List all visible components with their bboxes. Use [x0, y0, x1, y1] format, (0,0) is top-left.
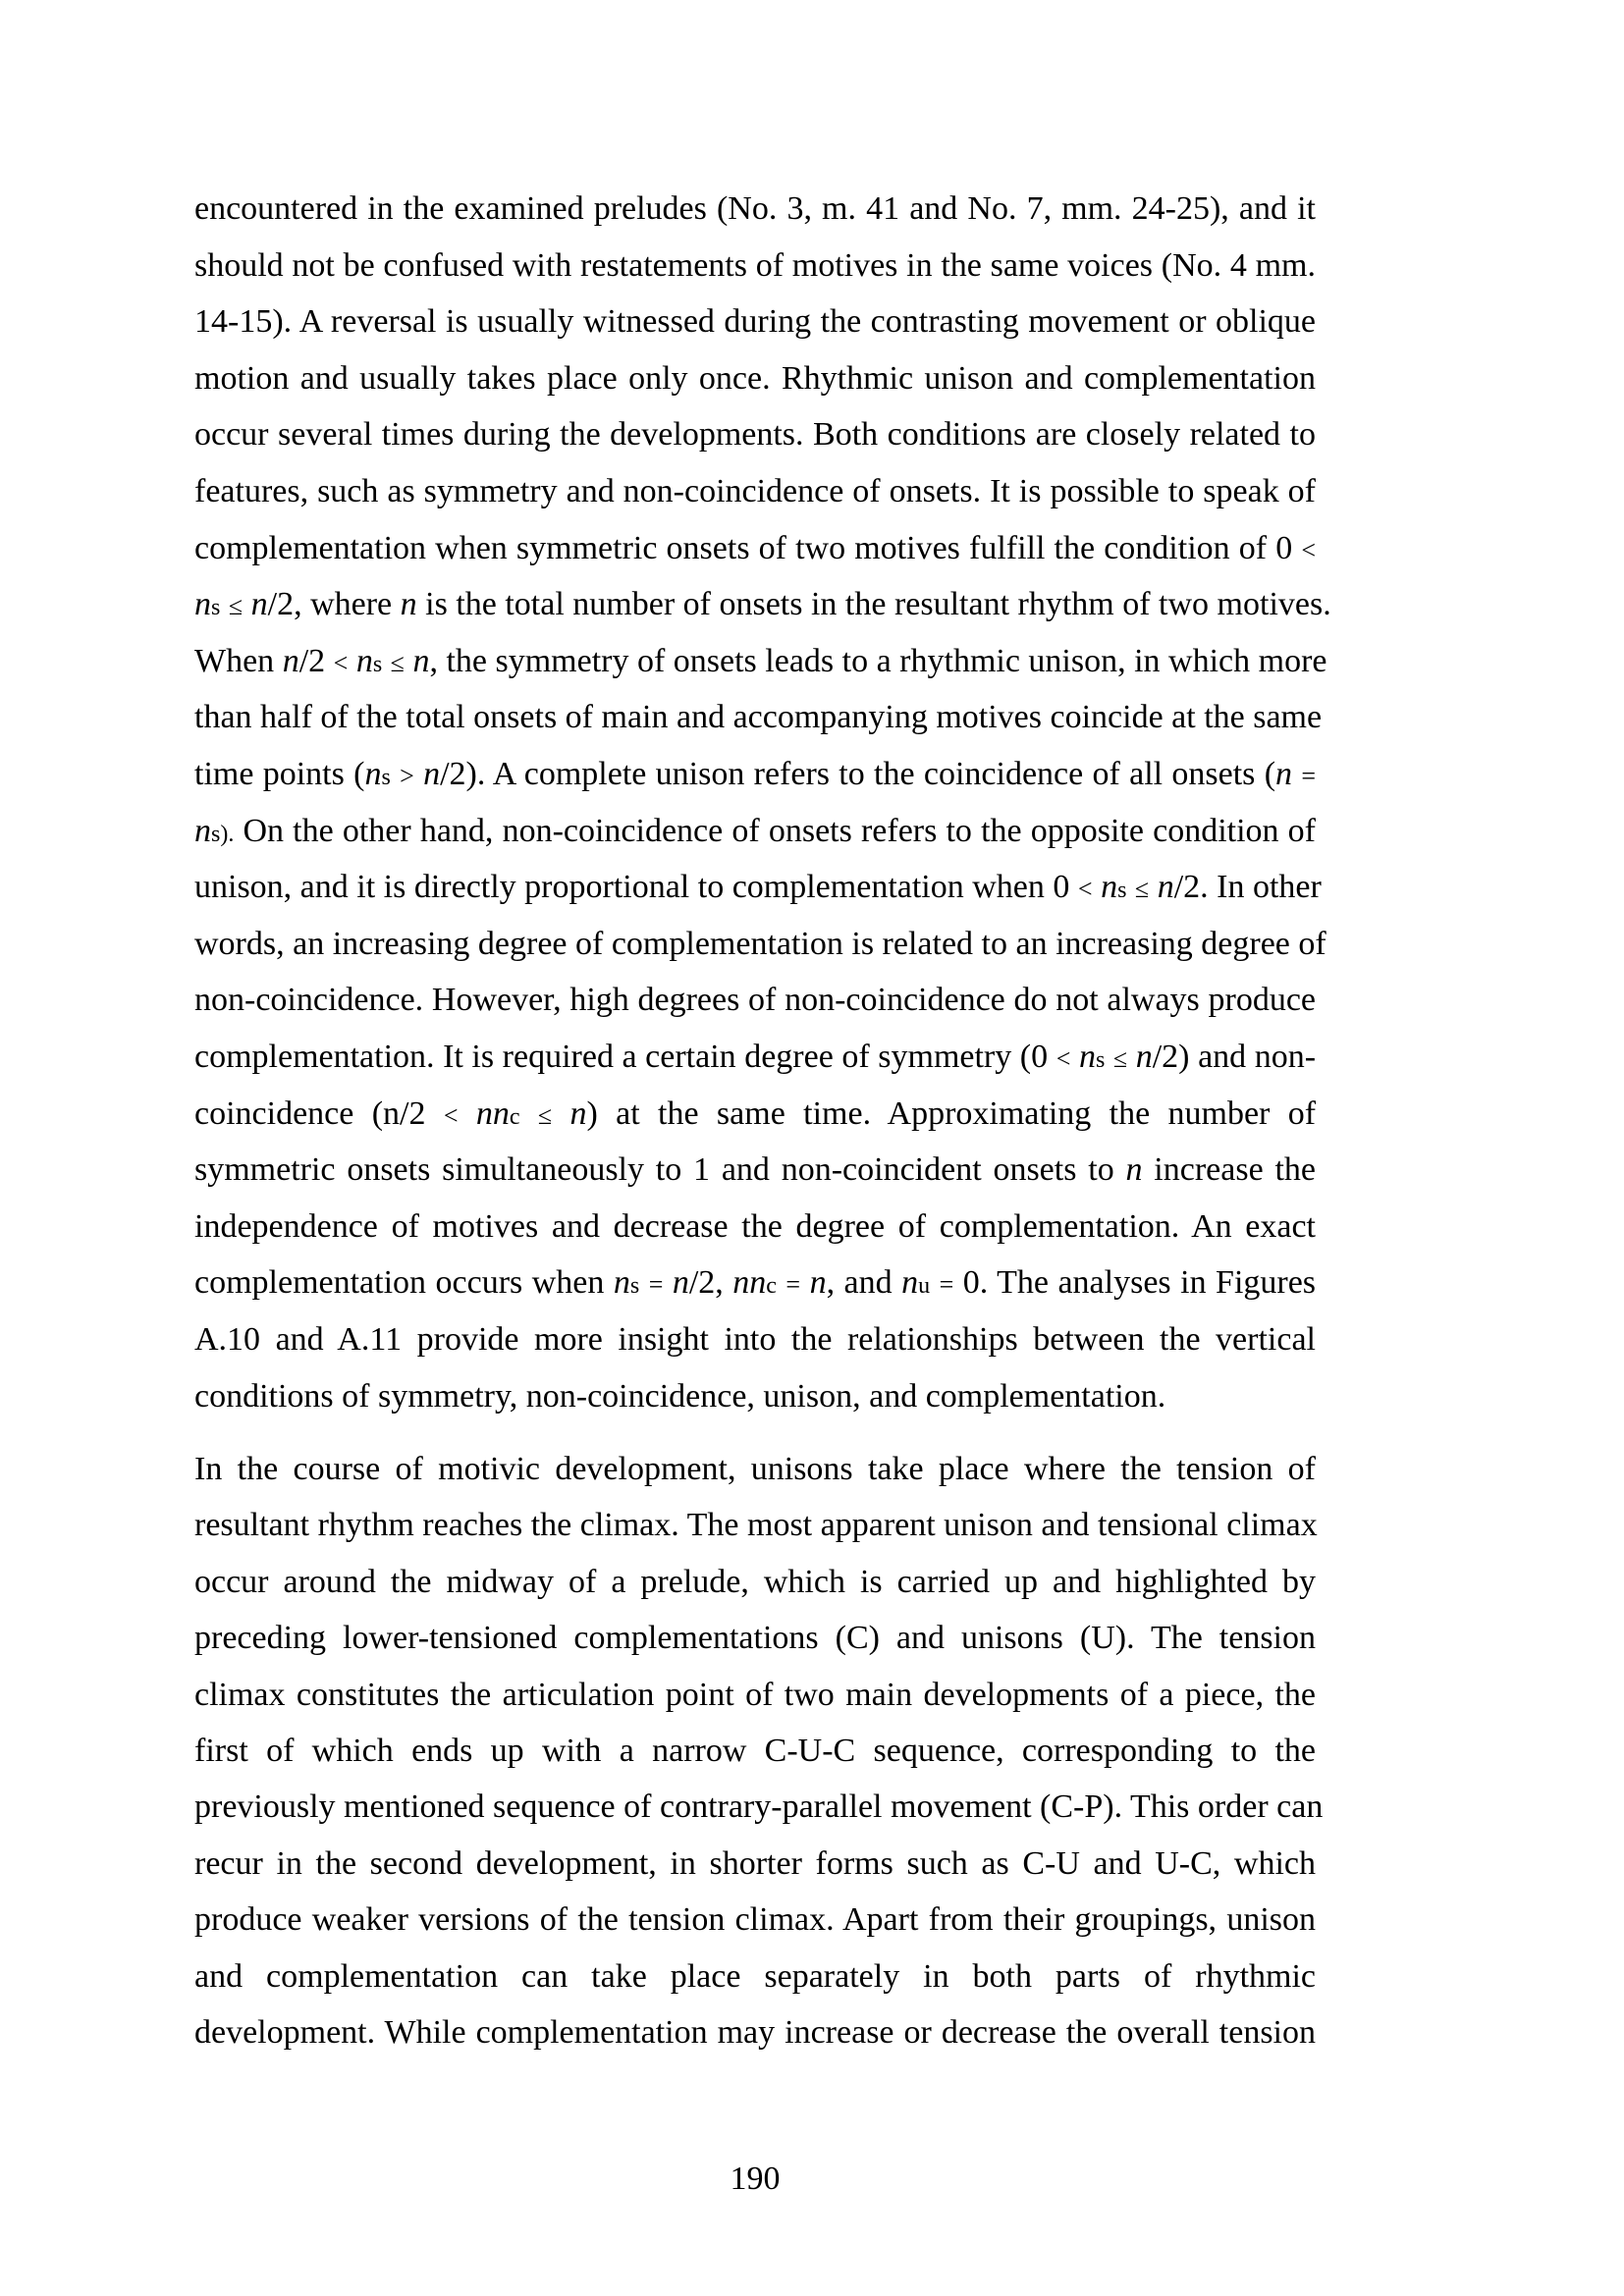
math-subscript: s	[1117, 878, 1127, 904]
math-variable: n	[901, 1264, 919, 1302]
text-run: is the total number of onsets in the resultant rhythm of two motives.	[416, 586, 1331, 623]
text-run	[930, 1264, 939, 1301]
math-variable: n	[423, 756, 441, 792]
text-line	[194, 1506, 1316, 1545]
text-run	[1127, 1039, 1136, 1075]
math-variable: n	[400, 586, 417, 623]
math-subscript: s	[381, 765, 391, 790]
text-line	[194, 246, 1316, 286]
text-run	[639, 1264, 648, 1301]
text-run: words, an increasing degree of complementation is related to an increasing degree of	[194, 925, 1326, 962]
text-line	[194, 189, 1316, 229]
math-operator: =	[939, 1270, 954, 1300]
math-operator: ≤	[537, 1100, 553, 1130]
text-run	[1093, 869, 1102, 905]
text-run	[382, 643, 391, 679]
text-run	[552, 1095, 569, 1132]
math-variable: n	[282, 642, 299, 679]
text-line	[194, 1207, 1316, 1247]
text-run: time points (	[194, 756, 365, 792]
text-run: recur in the second development, in shorter forms such as C-U and U-C, which	[194, 1844, 1316, 1882]
math-variable: n	[194, 586, 211, 623]
math-operator: <	[443, 1100, 459, 1130]
text-run: complementation. It is required a certain degree of symmetry (0	[194, 1039, 1056, 1075]
math-operator: ≤	[1134, 875, 1150, 904]
text-run: /2	[298, 642, 334, 679]
math-subscript: s	[629, 1273, 640, 1300]
text-line	[194, 1844, 1316, 1884]
text-run: symmetric onsets simultaneously to 1 and non-coincident onsets to	[194, 1151, 1126, 1189]
text-run: development. While complementation may increase or decrease the overall tension	[194, 2014, 1316, 2051]
math-variable: n	[1125, 1151, 1143, 1189]
math-operator: <	[1301, 535, 1316, 564]
math-operator: ≤	[1112, 1044, 1128, 1073]
text-line	[194, 1619, 1316, 1658]
text-run: 0. The analyses in Figures	[953, 1264, 1317, 1302]
text-run: When	[194, 642, 283, 679]
text-run: , and	[826, 1264, 902, 1302]
text-run: complementation occurs when	[194, 1264, 614, 1302]
text-line	[194, 2013, 1316, 2053]
math-subscript: ).	[220, 821, 235, 847]
math-operator: <	[1077, 875, 1093, 904]
text-run	[800, 1264, 809, 1301]
text-line	[194, 1150, 1316, 1190]
math-subscript: s	[211, 821, 221, 847]
math-subscript: s	[1095, 1047, 1106, 1073]
text-run: complementation when symmetric onsets of two motives fulfill the condition of 0	[194, 529, 1302, 566]
text-line	[194, 698, 1323, 737]
text-run: should not be confused with restatements of motives in the same voices (No. 4 mm.	[194, 246, 1316, 284]
text-line	[194, 642, 1327, 681]
math-variable: n	[250, 586, 268, 623]
text-run	[220, 586, 229, 622]
text-run: /2, where	[267, 586, 401, 623]
text-run: conditions of symmetry, non-coincidence, unison, and complementation.	[194, 1377, 1166, 1415]
math-variable: n	[1275, 756, 1293, 792]
text-line	[194, 1957, 1316, 1997]
text-run: occur around the midway of a prelude, which is carried up and highlighted by	[194, 1563, 1316, 1600]
text-run: previously mentioned sequence of contrary-parallel movement (C-P). This order can	[194, 1789, 1324, 1826]
text-run: On the other hand, non-coincidence of onsets refers to the opposite condition of	[234, 812, 1316, 849]
text-run: ) at the same time. Approximating the number of	[586, 1095, 1317, 1132]
math-operator: =	[648, 1270, 664, 1300]
math-variable: n	[613, 1264, 630, 1302]
text-line	[194, 925, 1326, 964]
text-line	[194, 1320, 1316, 1360]
text-line	[194, 415, 1316, 454]
math-operator: ≤	[390, 648, 405, 677]
math-subscript: s	[211, 595, 221, 621]
text-line	[194, 981, 1316, 1020]
text-run: resultant rhythm reaches the climax. The most apparent unison and tensional climax	[194, 1507, 1318, 1544]
math-subscript: c	[509, 1103, 520, 1130]
text-line	[194, 1263, 1316, 1303]
text-line	[194, 529, 1316, 568]
math-variable: n	[1101, 869, 1118, 906]
text-run: increase the	[1142, 1151, 1316, 1189]
math-variable: n	[1157, 869, 1174, 906]
text-line	[194, 1788, 1324, 1827]
body-text	[194, 0, 1331, 2296]
math-variable: n	[194, 812, 211, 849]
text-line	[194, 1732, 1316, 1771]
math-variable: n	[364, 756, 382, 792]
math-variable: n	[672, 1264, 689, 1302]
math-subscript: s	[372, 651, 383, 677]
text-run	[1070, 1039, 1079, 1075]
math-variable: n	[1135, 1039, 1153, 1075]
text-run: occur several times during the developments. Both conditions are closely related to	[194, 416, 1316, 454]
text-run: In the course of motivic development, unisons take place where the tension of	[194, 1451, 1316, 1487]
text-line	[194, 1377, 1316, 1416]
text-line	[194, 1563, 1316, 1602]
text-run: 14-15). A reversal is usually witnessed during the contrasting movement or oblique	[194, 303, 1316, 341]
text-run: motion and usually takes place only once. Rhythmic unison and complementation	[194, 359, 1316, 397]
math-variable: n	[1078, 1039, 1096, 1075]
text-run: than half of the total onsets of main and accompanying motives coincide at the same	[194, 699, 1323, 736]
math-variable: nn	[732, 1264, 767, 1302]
math-operator: <	[1056, 1044, 1071, 1073]
text-run: encountered in the examined preludes (No. 3, m. 41 and No. 7, mm. 24-25), and it	[194, 190, 1316, 227]
text-run: features, such as symmetry and non-coincidence of onsets. It is possible to speak of	[194, 473, 1316, 509]
text-line	[194, 1095, 1316, 1134]
text-run	[777, 1264, 785, 1301]
text-run: and complementation can take place separately in both parts of rhythmic	[194, 1957, 1316, 1995]
text-line	[194, 302, 1316, 342]
text-line	[194, 1676, 1316, 1715]
text-run	[1105, 1039, 1113, 1075]
math-variable: n	[412, 642, 430, 679]
text-line	[194, 812, 1316, 851]
text-run: unison, and it is directly proportional to complementation when 0	[194, 869, 1078, 906]
text-run: , the symmetry of onsets leads to a rhythmic unison, in which more	[429, 642, 1327, 679]
math-operator: =	[785, 1270, 801, 1300]
text-run: preceding lower-tensioned complementations (C) and unisons (U). The tension	[194, 1620, 1316, 1657]
text-run	[391, 756, 400, 792]
math-variable: n	[355, 642, 373, 679]
text-run: /2). A complete unison refers to the coincidence of all onsets (	[440, 756, 1276, 792]
text-run	[243, 586, 251, 622]
text-line	[194, 1900, 1316, 1940]
text-run: produce weaker versions of the tension climax. Apart from their groupings, unison	[194, 1901, 1316, 1939]
text-line	[194, 472, 1316, 511]
text-run	[1292, 756, 1301, 792]
text-run: /2) and non-	[1152, 1039, 1317, 1075]
text-run: A.10 and A.11 provide more insight into the relationships between the vertical	[194, 1321, 1316, 1358]
math-operator: <	[333, 648, 349, 677]
text-run: non-coincidence. However, high degrees of non-coincidence do not always produce	[194, 982, 1316, 1019]
text-line	[194, 359, 1316, 399]
text-run	[458, 1095, 475, 1132]
text-run: /2,	[688, 1264, 733, 1302]
text-run	[1149, 869, 1158, 905]
math-variable: n	[569, 1095, 587, 1132]
math-operator: =	[1301, 762, 1316, 790]
text-line	[194, 585, 1331, 624]
math-operator: ≤	[228, 592, 244, 621]
text-run	[1126, 869, 1135, 905]
text-run: /2. In other	[1173, 869, 1322, 906]
text-run: first of which ends up with a narrow C-U-C sequence, corresponding to the	[194, 1733, 1316, 1769]
text-line	[194, 755, 1316, 794]
text-line	[194, 1450, 1316, 1489]
text-run: independence of motives and decrease the degree of complementation. An exact	[194, 1207, 1316, 1245]
math-subscript: c	[766, 1273, 777, 1300]
text-run	[348, 643, 356, 679]
text-run	[663, 1264, 672, 1301]
math-variable: nn	[475, 1095, 510, 1132]
text-line	[194, 868, 1322, 907]
math-subscript: u	[918, 1273, 931, 1300]
text-run	[520, 1095, 538, 1132]
text-run: climax constitutes the articulation point of two main developments of a piece, the	[194, 1676, 1316, 1713]
page-number: 190	[730, 2161, 781, 2197]
text-run: coincidence (n/2	[194, 1095, 444, 1132]
math-operator: >	[400, 762, 414, 790]
text-line	[194, 1038, 1316, 1077]
text-run	[414, 756, 423, 792]
math-variable: n	[809, 1264, 827, 1302]
